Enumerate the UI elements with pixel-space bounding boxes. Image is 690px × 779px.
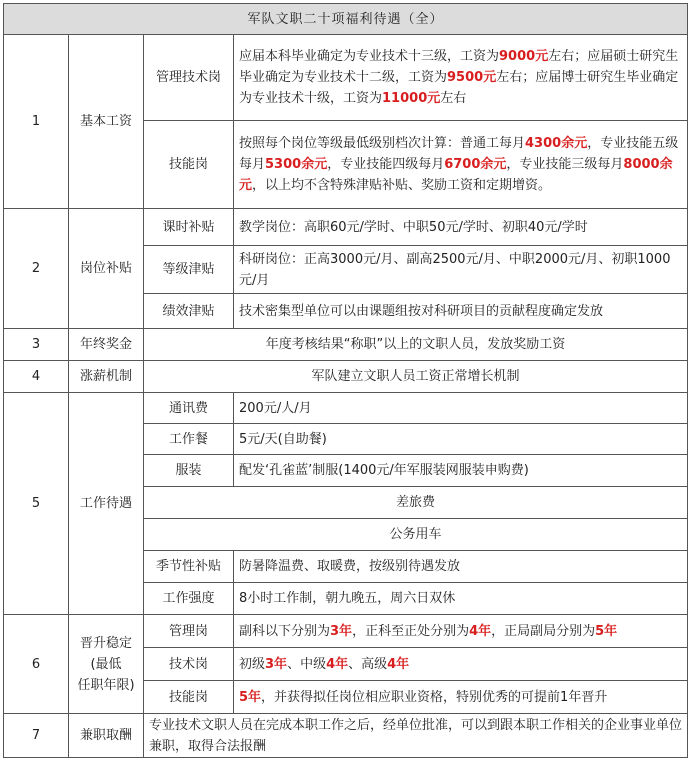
row-number: 3 xyxy=(4,329,69,361)
sub-category: 通讯费 xyxy=(144,393,234,424)
description xyxy=(234,455,688,487)
text-segment: 副科以下分别为 xyxy=(239,623,331,639)
text-segment: ，正科至正处分别为 xyxy=(352,623,470,639)
text-segment: 防暑降温费、取暖费，按级别待遇发放 xyxy=(239,559,461,574)
highlight-value: 3年 xyxy=(330,623,353,639)
description xyxy=(234,583,688,615)
row-number: 6 xyxy=(4,615,69,714)
highlight-value: 4年 xyxy=(469,623,492,639)
highlight-value: 6700余元 xyxy=(444,157,507,172)
row-number: 7 xyxy=(4,714,69,758)
sub-category: 技能岗 xyxy=(144,121,234,209)
text-segment: 技术密集型单位可以由课题组按对科研项目的贡献程度确定发放 xyxy=(239,303,604,319)
sub-category: 课时补贴 xyxy=(144,209,234,246)
sub-category: 技能岗 xyxy=(144,681,234,714)
text-segment: 教学岗位：高职60元/学时、中职50元/学时、初职40元/学时 xyxy=(239,219,588,235)
description xyxy=(234,424,688,455)
sub-category: 等级津贴 xyxy=(144,246,234,294)
category-work-benefits: 工作待遇 xyxy=(69,393,144,615)
category-line: 任职年限) xyxy=(77,677,135,693)
text-segment: 8小时工作制，朝九晚五，周六日双休 xyxy=(239,591,456,606)
description xyxy=(234,209,688,246)
sub-category: 绩效津贴 xyxy=(144,294,234,329)
text-segment: ，专业技能四级每月 xyxy=(327,157,445,172)
text-segment: ，并获得拟任岗位相应职业资格，特别优秀的可提前1年晋升 xyxy=(261,689,608,705)
sub-category: 管理岗 xyxy=(144,615,234,648)
highlight-value: 5年 xyxy=(239,689,262,705)
row-number: 4 xyxy=(4,361,69,393)
description xyxy=(234,294,688,329)
text-segment: 配发‘孔雀蓝’制服(1400元/年军服装网服装申购费) xyxy=(239,463,529,478)
highlight-value: 3年 xyxy=(265,656,288,672)
text-segment: ，专业技能五级每月 xyxy=(239,136,679,172)
text-segment: 左右；应届博士研究生毕业确定为专业技术十级，工资为 xyxy=(239,70,679,106)
description xyxy=(234,681,688,714)
row-number: 1 xyxy=(4,35,69,209)
category-year-end-bonus: 年终奖金 xyxy=(69,329,144,361)
description: 军队建立文职人员工资正常增长机制 xyxy=(144,361,688,393)
highlight-value: 8000余元 xyxy=(239,157,673,193)
description: 年度考核结果“称职”以上的文职人员，发放奖励工资 xyxy=(144,329,688,361)
highlight-value: 4年 xyxy=(387,656,410,672)
highlight-value: 5300余元 xyxy=(265,157,328,172)
sub-category: 管理技术岗 xyxy=(144,35,234,121)
merged-benefit: 公务用车 xyxy=(144,519,688,551)
description xyxy=(234,246,688,294)
category-basic-salary: 基本工资 xyxy=(69,35,144,209)
description xyxy=(234,35,688,121)
text-segment: 左右；应届硕士研究生毕业确定为专业技术十二级，工资为 xyxy=(239,49,679,85)
highlight-value: 9500元 xyxy=(447,70,497,85)
sub-category: 季节性补贴 xyxy=(144,551,234,583)
category-raise-mechanism: 涨薪机制 xyxy=(69,361,144,393)
text-segment: 左右 xyxy=(440,91,467,106)
text-segment: 应届本科毕业确定为专业技术十三级，工资为 xyxy=(239,49,500,64)
sub-category: 技术岗 xyxy=(144,648,234,681)
text-segment: ，正局副局分别为 xyxy=(491,623,596,639)
text-segment: 按照每个岗位等级最低级别档次计算：普通工每月 xyxy=(239,136,526,151)
benefits-table xyxy=(3,3,688,758)
row-number: 5 xyxy=(4,393,69,615)
text-segment: ，专业技能三级每月 xyxy=(506,157,624,172)
text-segment: 、高级 xyxy=(348,656,388,672)
text-segment: ，以上均不含特殊津贴补贴、奖励工资和定期增资。 xyxy=(252,178,552,193)
description xyxy=(234,615,688,648)
highlight-value: 4300余元 xyxy=(525,136,588,151)
description xyxy=(234,551,688,583)
category-part-time: 兼职取酬 xyxy=(69,714,144,758)
description xyxy=(234,121,688,209)
table-title: 军队文职二十项福利待遇（全） xyxy=(4,4,688,35)
row-number: 2 xyxy=(4,209,69,329)
text-segment: 初级 xyxy=(239,656,266,672)
merged-benefit: 差旅费 xyxy=(144,487,688,519)
category-promotion xyxy=(69,615,144,714)
highlight-value: 4年 xyxy=(326,656,349,672)
description xyxy=(234,393,688,424)
description xyxy=(234,648,688,681)
sub-category: 工作强度 xyxy=(144,583,234,615)
text-segment: 5元/天(自助餐) xyxy=(239,431,327,447)
sub-category: 工作餐 xyxy=(144,424,234,455)
text-segment: 200元/人/月 xyxy=(239,400,312,416)
highlight-value: 5年 xyxy=(595,623,618,639)
highlight-value: 9000元 xyxy=(499,49,549,64)
sub-category: 服装 xyxy=(144,455,234,487)
description: 专业技术文职人员在完成本职工作之后，经单位批准，可以到跟本职工作相关的企业事业单位兼职，取得合法报酬 xyxy=(144,714,688,758)
category-position-allowance: 岗位补贴 xyxy=(69,209,144,329)
text-segment: 、中级 xyxy=(287,656,327,672)
highlight-value: 11000元 xyxy=(382,91,441,106)
text-segment: 科研岗位：正高3000元/月、副高2500元/月、中职2000元/月、初职1000元/月 xyxy=(239,251,671,288)
category-line: 晋升稳定(最低 xyxy=(79,635,132,672)
